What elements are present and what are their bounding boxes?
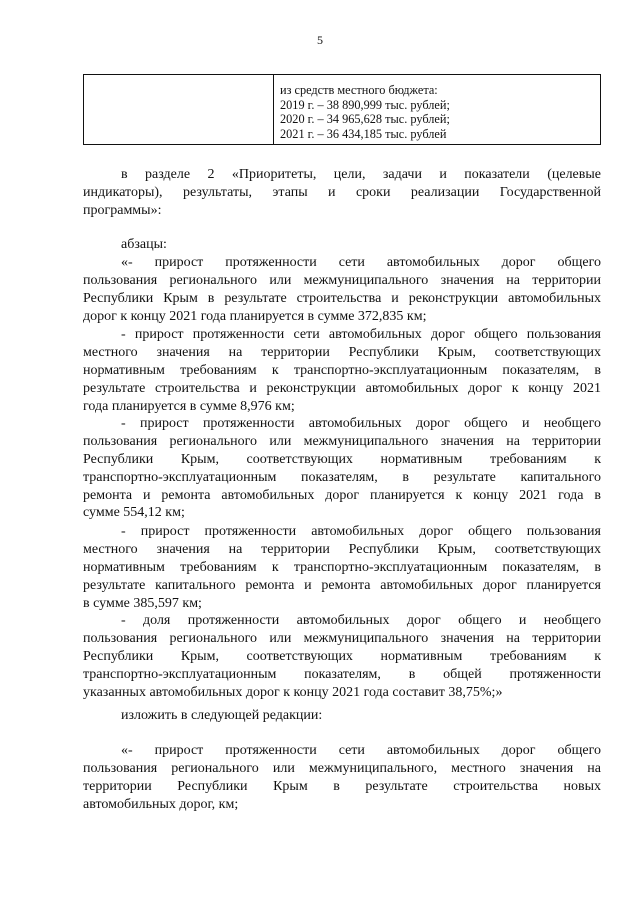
text-line: года планируется в сумме 8,976 км; <box>83 398 295 414</box>
text-line: местного значения на территории Республики Крым, соответствующих <box>83 344 601 360</box>
text-line: транспортно-эксплуатационным показателям, в общей протяженности <box>83 666 601 682</box>
table-cell-funding <box>274 75 601 145</box>
paragraph-5 <box>83 612 601 701</box>
abzacy-label <box>83 236 601 254</box>
text-line: местного значения на территории Республики Крым, соответствующих <box>83 541 601 557</box>
text-line: - доля протяженности автомобильных дорог общего и необщего <box>121 613 601 628</box>
text-line: результате строительства и реконструкции автомобильных дорог к концу 2021 <box>83 380 601 396</box>
text-line: - прирост протяженности автомобильных дорог общего пользования <box>121 524 601 539</box>
budget-table <box>83 74 601 145</box>
text-line: - прирост протяженности автомобильных дорог общего и необщего <box>121 416 601 431</box>
table-cell-empty <box>84 75 274 145</box>
table-line: из средств местного бюджета: <box>280 83 438 97</box>
paragraph-2 <box>83 326 601 415</box>
text-line: сумме 554,12 км; <box>83 505 185 521</box>
text-line: - прирост протяженности сети автомобильных дорог общего пользования <box>121 327 601 342</box>
text-line: «- прирост протяженности сети автомобильных дорог общего <box>121 255 601 270</box>
table-line: 2019 г. – 38 890,999 тыс. рублей; <box>280 97 450 112</box>
text-line: пользования регионального или межмуниципального значения на территории <box>83 433 601 449</box>
final-paragraph <box>83 742 601 814</box>
text-line: в разделе 2 «Приоритеты, цели, задачи и показатели (целевые <box>121 167 601 182</box>
text-line: результате капитального ремонта и ремонта автомобильных дорог планируется <box>83 577 601 593</box>
table-line: 2020 г. – 34 965,628 тыс. рублей; <box>280 112 450 126</box>
text-line: нормативным требованиям к транспортно-эксплуатационным показателям, в <box>83 362 601 378</box>
text-line: Республики Крым, соответствующих нормативным требованиям к <box>83 451 601 467</box>
paragraph-1 <box>83 254 601 326</box>
text-line: Республики Крым, соответствующих нормативным требованиям к <box>83 648 601 664</box>
text-line: Республики Крым в результате строительства и реконструкции автомобильных <box>83 290 601 306</box>
text-line: транспортно-эксплуатационным показателям, в результате капитального <box>83 469 601 485</box>
page-number: 5 <box>317 33 323 47</box>
text-line: изложить в следующей редакции: <box>121 708 323 723</box>
text-line: пользования регионального или межмуниципального значения на территории <box>83 630 601 646</box>
text-line: абзацы: <box>121 237 167 252</box>
table-line: 2021 г. – 36 434,185 тыс. рублей <box>280 126 447 141</box>
text-line: ремонта и ремонта автомобильных дорог планируется к концу 2021 года в <box>83 487 601 503</box>
text-line: территории Республики Крым в результате строительства новых <box>83 778 601 794</box>
intro-paragraph <box>83 166 601 220</box>
paragraph-3 <box>83 415 601 522</box>
paragraph-4 <box>83 523 601 612</box>
izlozhit-label <box>83 707 601 725</box>
text-line: дорог к концу 2021 года планируется в сумме 372,835 км; <box>83 308 427 324</box>
table-row <box>84 75 601 145</box>
text-line: пользования регионального или межмуниципального значения на территории <box>83 272 601 288</box>
text-line: автомобильных дорог, км; <box>83 796 239 812</box>
text-line: индикаторы), результаты, этапы и сроки реализации Государственной <box>83 184 601 200</box>
text-line: программы»: <box>83 202 162 218</box>
text-line: «- прирост протяженности сети автомобильных дорог общего <box>121 743 601 758</box>
text-line: нормативным требованиям к транспортно-эксплуатационным показателям, в <box>83 559 601 575</box>
text-line: в сумме 385,597 км; <box>83 595 202 611</box>
text-line: пользования регионального или межмуниципального, местного значения на <box>83 760 601 776</box>
text-line: указанных автомобильных дорог к концу 2021 года составит 38,75%;» <box>83 684 503 700</box>
